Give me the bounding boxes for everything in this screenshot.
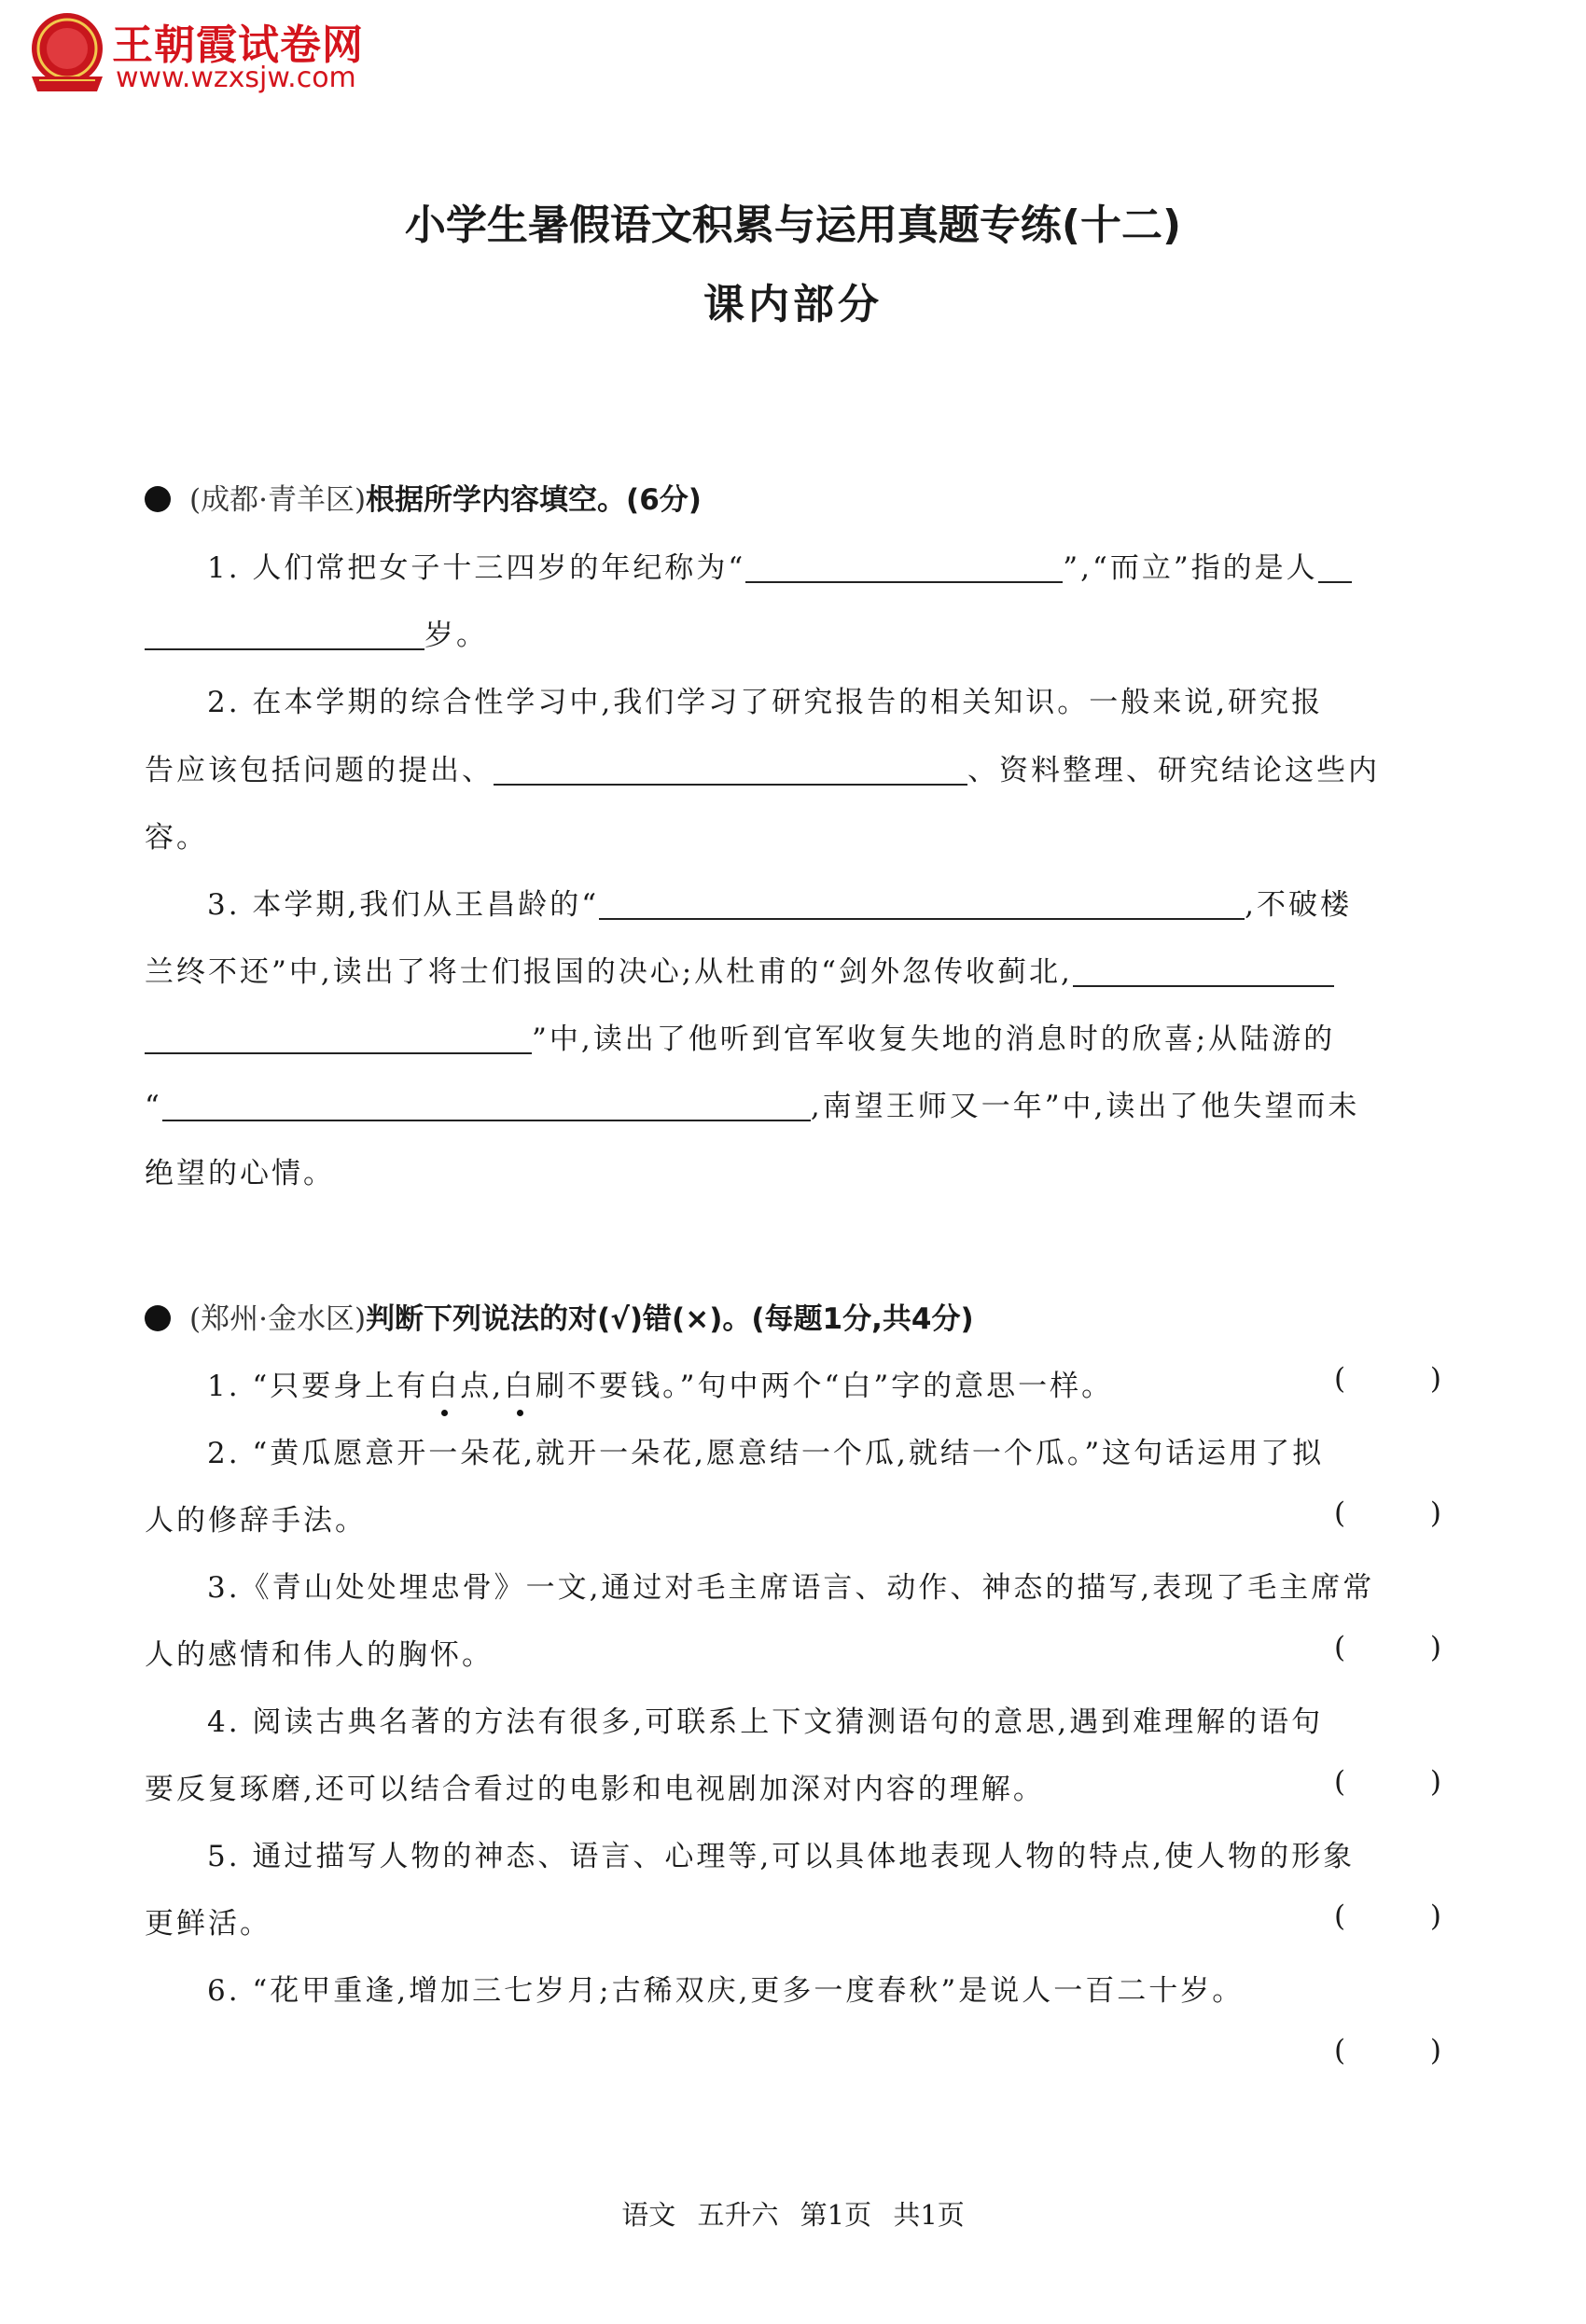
s2-q4-line1: 4. 阅读古典名著的方法有很多,可联系上下文猜测语句的意思,遇到难理解的语句 — [207, 1705, 1324, 1739]
footer-total: 共1页 — [893, 2199, 965, 2231]
s1-q2-line3: 容。 — [145, 821, 208, 855]
s2-q2-line2: 人的修辞手法。 — [145, 1504, 367, 1538]
footer-subject: 语文 — [621, 2199, 676, 2231]
page-footer — [0, 2194, 1586, 2233]
seal-icon — [26, 9, 108, 97]
bullet-icon — [145, 1305, 171, 1331]
emphasis-char: 白 — [428, 1370, 461, 1403]
page-title: 小学生暑假语文积累与运用真题专练(十二) — [404, 202, 1182, 249]
s2-q2-line1: 2. “黄瓜愿意开一朵花,就开一朵花,愿意结一个瓜,就结一个瓜。”这句话运用了拟 — [207, 1437, 1325, 1470]
s2-q1-line1: 1. “只要身上有白点,白刷不要钱。”句中两个“白”字的意思一样。 — [207, 1370, 1114, 1403]
section-1-instruction: 根据所学内容填空。(6分) — [366, 483, 702, 517]
brand-url[interactable]: www.wzxsjw.com — [116, 62, 356, 94]
s1-q1-blank-1[interactable] — [745, 551, 1063, 583]
s1-q3-line3: ”中,读出了他听到官军收复失地的消息时的欣喜;从陆游的 — [145, 1015, 1441, 1057]
s2-q3-line1: 3.《青山处处埋忠骨》一文,通过对毛主席语言、动作、神态的描写,表现了毛主席常 — [207, 1571, 1375, 1605]
s2-q4-line2: 要反复琢磨,还可以结合看过的电影和电视剧加深对内容的理解。 — [145, 1773, 1045, 1806]
s1-q1-line2: 岁。 — [145, 611, 1441, 653]
s1-q3-line2: 兰终不还”中,读出了将士们报国的决心;从杜甫的“剑外忽传收蓟北, — [145, 948, 1441, 990]
s1-q2-line1: 2. 在本学期的综合性学习中,我们学习了研究报告的相关知识。一般来说,研究报 — [207, 686, 1324, 719]
s2-q3-line2: 人的感情和伟人的胸怀。 — [145, 1638, 494, 1672]
brand-logo — [26, 9, 381, 103]
s1-q1-line1: 1. 人们常把女子十三四岁的年纪称为“ ”,“而立”指的是人 — [207, 544, 1441, 586]
page-subtitle: 课内部分 — [703, 281, 883, 328]
s2-q5-line1: 5. 通过描写人物的神态、语言、心理等,可以具体地表现人物的特点,使人物的形象 — [207, 1840, 1356, 1873]
section-2-source: (郑州·金水区) — [189, 1302, 367, 1336]
s1-q3-line1: 3. 本学期,我们从王昌龄的“ ,不破楼 — [207, 888, 1352, 922]
section-1-heading — [145, 476, 702, 518]
s1-q3-blank-3[interactable] — [162, 1090, 811, 1121]
footer-page: 第1页 — [800, 2199, 872, 2231]
s1-q2-blank[interactable] — [494, 754, 967, 786]
s2-q5-line2: 更鲜活。 — [145, 1907, 271, 1941]
s1-q1-blank-2a[interactable] — [1318, 551, 1352, 583]
bullet-icon — [145, 486, 171, 512]
s1-q3-blank-2b[interactable] — [145, 1023, 532, 1054]
s1-q3-line5: 绝望的心情。 — [145, 1157, 335, 1190]
section-2-instruction: 判断下列说法的对(√)错(×)。(每题1分,共4分) — [366, 1302, 974, 1336]
s1-q3-blank-2a[interactable] — [1073, 955, 1334, 987]
s1-q3-line4: “ ,南望王师又一年”中,读出了他失望而未 — [145, 1090, 1360, 1123]
footer-grade: 五升六 — [697, 2199, 779, 2231]
section-1-source: (成都·青羊区) — [189, 483, 367, 517]
emphasis-char: 白 — [504, 1370, 536, 1403]
brand-name: 王朝霞试卷网 — [112, 21, 364, 69]
s1-q3-blank-1[interactable] — [599, 888, 1245, 920]
s2-q6-line1: 6. “花甲重逢,增加三七岁月;古稀双庆,更多一度春秋”是说人一百二十岁。 — [207, 1974, 1245, 2008]
s1-q2-line2: 告应该包括问题的提出、 、资料整理、研究结论这些内 — [145, 754, 1380, 787]
section-2-heading — [145, 1295, 974, 1337]
s1-q1-blank-2b[interactable] — [145, 619, 424, 650]
